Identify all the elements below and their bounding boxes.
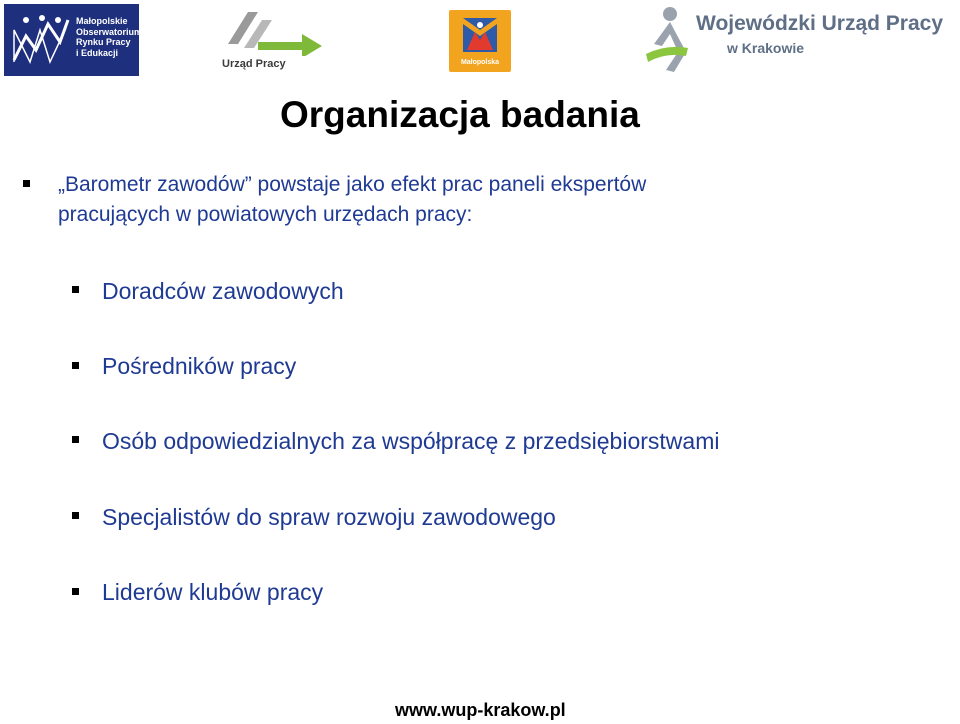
urzad-pracy-arrows-icon: [218, 8, 328, 56]
bullet-icon: [72, 588, 79, 595]
observatory-line: Obserwatorium: [76, 26, 143, 37]
intro-text: [58, 170, 858, 230]
list-item: Liderów klubów pracy: [102, 579, 324, 605]
observatory-line: Małopolskie: [76, 16, 128, 26]
bullet-icon: [23, 180, 30, 187]
footer-url: www.wup-krakow.pl: [395, 700, 566, 720]
observatory-text: [76, 16, 143, 58]
intro-line-2: pracujących w powiatowych urzędach pracy:: [58, 203, 473, 226]
list-item: Specjalistów do spraw rozwoju zawodowego: [102, 504, 556, 530]
logo-bar: [0, 0, 960, 80]
list-item: Pośredników pracy: [102, 353, 297, 379]
intro-line-1: „Barometr zawodów” powstaje jako efekt prac paneli ekspertów: [58, 173, 647, 196]
malopolska-logo: [449, 10, 511, 72]
bullet-icon: [72, 512, 79, 519]
wup-title: Wojewódzki Urząd Pracy: [696, 12, 944, 35]
slide-title: Organizacja badania: [280, 94, 640, 135]
observatory-line: i Edukacji: [76, 47, 119, 58]
bullet-icon: [72, 436, 79, 443]
list-item: Doradców zawodowych: [102, 278, 344, 304]
observatory-line: Rynku Pracy: [76, 37, 131, 47]
wup-figure-icon: [640, 4, 696, 76]
list-item: Osób odpowiedzialnych za współpracę z przedsiębiorstwami: [102, 428, 720, 454]
observatory-mark-icon: [10, 12, 72, 68]
urzad-pracy-logo: [218, 8, 328, 72]
bullet-icon: [72, 286, 79, 293]
wup-logo: [640, 4, 960, 78]
wup-subtitle: w Krakowie: [727, 40, 805, 56]
malopolska-emblem-icon: [449, 10, 511, 58]
bullet-icon: [72, 362, 79, 369]
malopolska-label: Małopolska: [460, 59, 500, 66]
urzad-pracy-label: Urząd Pracy: [222, 58, 286, 70]
observatory-logo: [4, 4, 143, 76]
